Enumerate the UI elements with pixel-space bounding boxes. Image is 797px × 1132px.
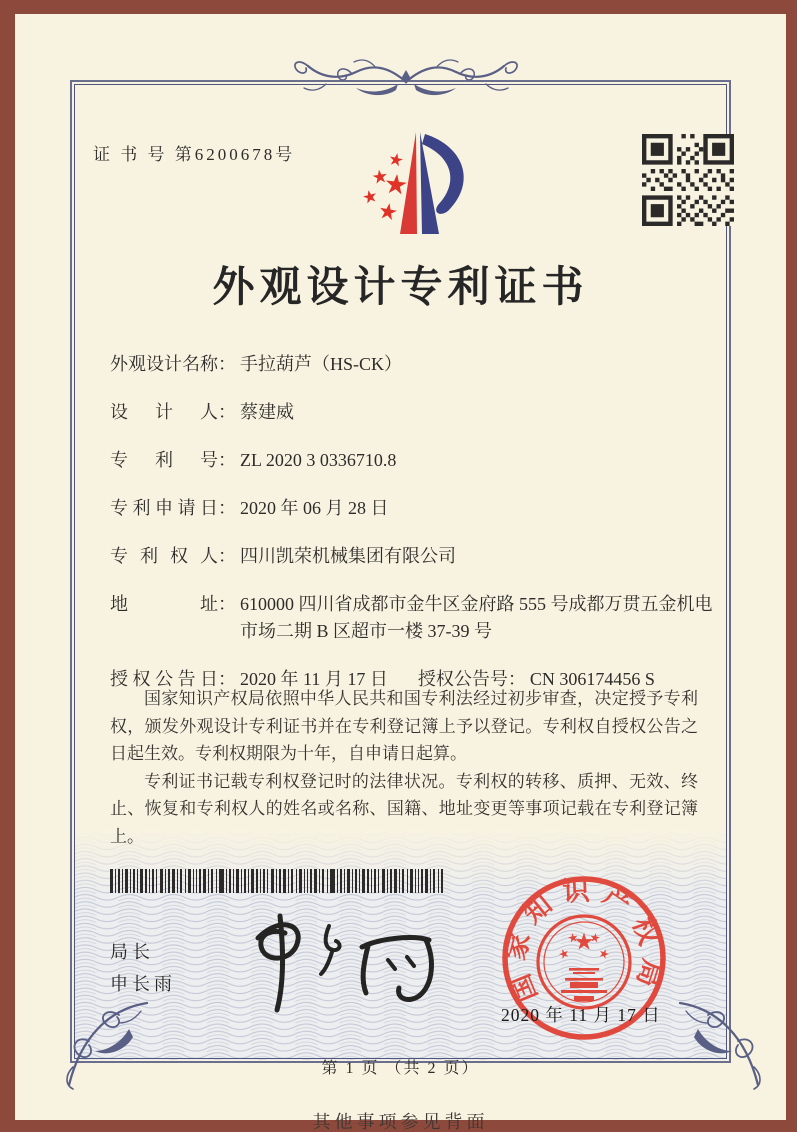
page-indicator: 第 1 页 （共 2 页） — [321, 1060, 480, 1077]
field-value: 2020 年 06 月 28 日 — [240, 498, 389, 518]
certificate-number: 证 书 号 第6200678号 — [93, 145, 296, 164]
director-signature — [228, 900, 443, 1018]
national-emblem — [538, 916, 630, 1008]
field-value: CN 306174456 S — [529, 669, 655, 689]
field-address: 地址 ： 610000 四川省成都市金牛区金府路 555 号成都万贯五金机电市场二期 B 区超市一楼 37-39 号 — [110, 591, 716, 645]
field-label: 专利号 — [110, 450, 218, 470]
field-value: ZL 2020 3 0336710.8 — [240, 450, 397, 470]
field-label: 授权公告日 — [110, 669, 218, 689]
field-value: 蔡建威 — [240, 402, 294, 422]
legal-paragraph-1: 国家知识产权局依照中华人民共和国专利法经过初步审查，决定授予专利权，颁发外观设计专利证书并在专利登记簿上予以登记。专利权自授权公告之日起生效。专利权期限为十年，自申请日起算。 — [110, 689, 698, 763]
field-design-name: 外观设计名称 ： 手拉葫芦（HS-CK） — [110, 351, 716, 378]
paper-background — [15, 14, 786, 1132]
legal-text — [110, 685, 698, 850]
field-value: 四川凯荣机械集团有限公司 — [240, 546, 456, 566]
field-patentee: 专利权人 ： 四川凯荣机械集团有限公司 — [110, 543, 716, 570]
field-filing-date: 专利申请日 ： 2020 年 06 月 28 日 — [110, 495, 716, 522]
field-label: 授权公告号 — [417, 669, 508, 689]
certificate-title: 外观设计专利证书 — [212, 265, 589, 311]
top-flourish-ornament — [286, 54, 526, 108]
cnipa-logo-icon — [350, 120, 500, 248]
field-label: 专利申请日 — [110, 498, 218, 518]
field-value: 2020 年 11 月 17 日 — [240, 669, 388, 689]
qr-code — [642, 134, 734, 226]
legal-paragraph-2: 专利证书记载专利权登记时的法律状况。专利权的转移、质押、无效、终止、恢复和专利权人的姓名或名称、国籍、地址变更等事项记载在专利登记簿上。 — [110, 771, 698, 846]
field-designer: 设计人 ： 蔡建威 — [110, 399, 716, 426]
seal-agency-text: 国家知识产权局 — [500, 875, 668, 1007]
field-value: 610000 四川省成都市金牛区金府路 555 号成都万贯五金机电市场二期 B 区超市一楼 37-39 号 — [240, 594, 713, 641]
field-grant-row: 授权公告日 ： 2020 年 11 月 17 日 授权公告号 ： CN 306174456 S — [110, 666, 716, 693]
field-label: 设计人 — [110, 402, 218, 422]
field-value: 手拉葫芦（HS-CK） — [240, 354, 403, 374]
field-label: 外观设计名称 — [110, 354, 218, 374]
seal-date: 2020 年 11 月 17 日 — [501, 1005, 661, 1025]
field-patent-number: 专利号 ： ZL 2020 3 0336710.8 — [110, 447, 716, 474]
field-label: 地址 — [110, 594, 218, 614]
certificate-fields — [110, 351, 716, 714]
field-grant-number: 授权公告号 ： CN 306174456 S — [418, 666, 655, 693]
director-name: 申长雨 — [110, 974, 176, 994]
director-title: 局长 — [110, 942, 154, 962]
field-label: 专利权人 — [110, 546, 218, 566]
barcode — [110, 869, 443, 893]
back-note: 其他事项参见背面 — [312, 1112, 489, 1132]
